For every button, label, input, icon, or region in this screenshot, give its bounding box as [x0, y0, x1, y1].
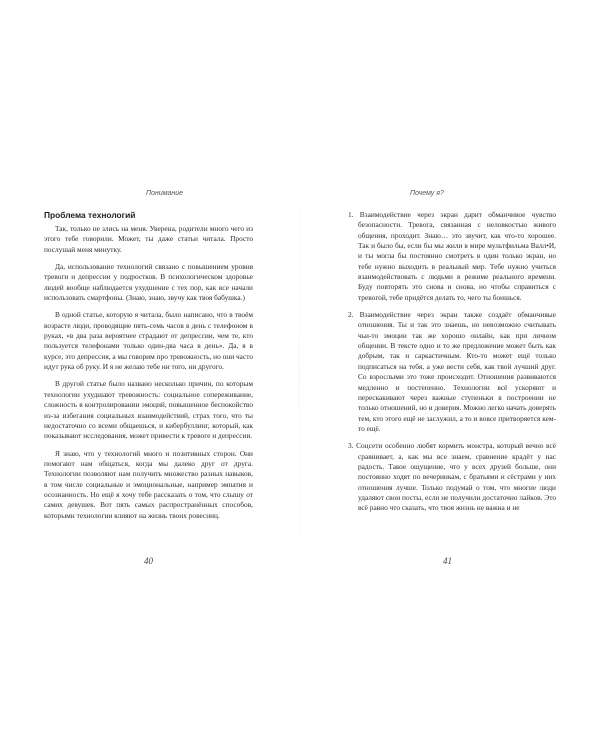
right-text-block [348, 210, 556, 521]
paragraph-1: Так, только не злись на меня. Уверена, родители много чего из этого тебе говорили. Может, ты даже статьи читала. Просто послушай меня минутку. [44, 224, 253, 254]
right-page [300, 0, 600, 750]
running-head-left: Понимание [146, 190, 184, 197]
section-heading: Проблема технологий [44, 210, 136, 220]
paragraph-5: Я знаю, что у технологий много и позитивных сторон. Они помогают нам общаться, когда мы далеко друг от друга. Технологии позволяют нам получить множество разных навыков, в том числе социальные и эмоциональные, например эмпатия и осознанность. Но ещё я хочу тебе рассказать о том, что слышу от самих девушек. Вот пять самых распространённых способов, которыми технологии влияют на жизнь твоих ровесниц. [44, 448, 253, 520]
running-head-right: Почему я? [410, 190, 444, 197]
paragraph-3: В одной статье, которую я читала, было написано, что в твоём возрасте люди, проводящие пять-семь часов в день с телефоном в руках, «в два раза вероятнее страдают от депрессии, чем те, кто пользуется телефонами только один-два часа в день». Да, я в курсе, это депрессия, а мы говорим про тревожность, но они часто идут рука об руку. И я не желаю тебе ни того, ни другого. [44, 310, 253, 372]
list-item-1: 1. Взаимодействие через экран дарит обманчивое чувство безопасности. Тревога, связанная с неловкостью живого общения, проходит. Знаю… это звучит, как что-то хорошее. Так и было бы, если бы мы жили в мире мультфильма Валл•И, и ты могла бы постоянно смотреть в один только экран, но тебе нужно выходить в реальный мир. Тебе нужно учиться взаимодействовать с людьми в режиме реального времени. Буду повторять это снова и снова, но чтобы справиться с тревогой, тебе придётся делать то, чего ты боишься. [348, 210, 556, 302]
paragraph-2: Да, использование технологий связано с повышением уровня тревоги и депрессии у подростков. В психологическом здоровье людей вообще наблюдается ухудшение с тех пор, как все начали использовать смартфоны. (Знаю, знаю, звучу как твоя бабушка.) [44, 262, 253, 303]
paragraph-4: В другой статье было названо несколько причин, по которым технологии ухудшают тревожность: социальное сопереживание, сложность в контролировании эмоций, повышенное беспокойство из-за избегания социальных взаимодействий, страх того, что ты недостаточно со всеми общаешься, и кибербуллинг, который, как показывают исследования, может привести к тревоге и депрессии. [44, 379, 253, 441]
page-number-right: 41 [443, 556, 452, 566]
left-text-block [44, 210, 253, 521]
page-number-left: 40 [144, 556, 153, 566]
list-item-3: 3. Соцсети особенно любят кормить монстра, который вечно всё сравнивает, а, как мы все знаем, сравнение крадёт у нас радость. Такое ощущение, что у всех друзей больше, они постоянно ходят по вечеринкам, с братьями и сёстрами у них отношения лучше. Только подумай о том, что многие люди удаляют свои посты, если не получили достаточно лайков. Это всё равно что сказать, что твоя жизнь не важна и не [348, 441, 556, 513]
list-item-2: 2. Взаимодействие через экран также создаёт обманчивые отношения. Ты и так это знаешь, но невозможно считывать чьи-то эмоции так же хорошо онлайн, как при личном общении. В тексте одно и то же предложение может быть как добрым, так и саркастичным. Кто-то может ещё только подписаться на тебя, а уже вести себя, как твой лучший друг. Со взрослыми это тоже происходит. Отношения развиваются медленно и постепенно. Технологии всё ускоряют и перескакивают через важные ступеньки в построении не только отношений, но и доверия. Можно легко начать доверять тем, кто этого ещё не заслужил, а то и вовсе притворяется кем-то ещё. [348, 310, 556, 433]
